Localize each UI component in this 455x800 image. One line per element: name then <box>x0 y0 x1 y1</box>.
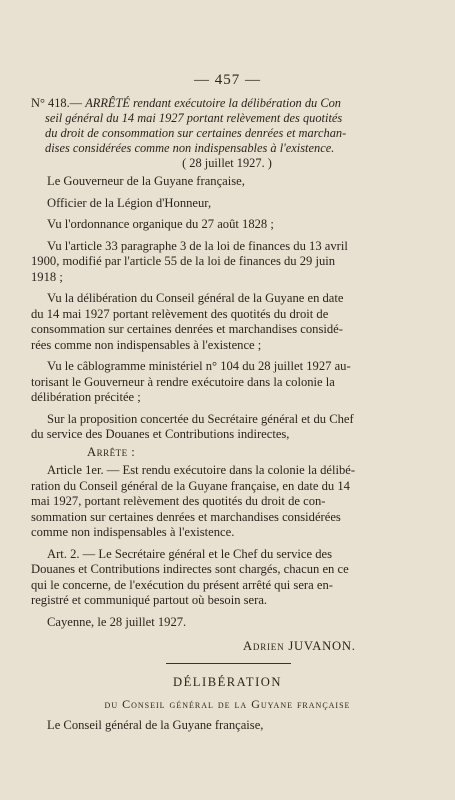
deliberation-first-line: Le Conseil général de la Guyane française, <box>47 718 264 732</box>
vu-cablogramme: Vu le câblogramme ministériel n° 104 du 28 juillet 1927 au- torisant le Gouverneur à rendre exécutoire dans la colonie la délibération précitée ; <box>31 359 351 404</box>
article-2: Art. 2. — Le Secrétaire général et le Chef du service des Douanes et Contributions indirectes sont chargés, chacun en ce qui le concerne, de l'exécution du présent arrêté qui sera en- registré et communiqué partout où besoin sera. <box>31 546 349 607</box>
article-1: Article 1er. — Est rendu exécutoire dans la colonie la délibé- ration du Conseil général de la Guyane française, en date du 14 mai 1927, portant relèvement des quotités du droit de con- sommation sur certaines denrées et marchandises considérées comme non indispensables à l'existence. <box>31 463 356 539</box>
vu-deliberation: Vu la délibération du Conseil général de la Guyane en date du 14 mai 1927 portant relèvement des quotités du droit de consommation sur certaines denrées et marchandises considé- rées comme non indispensables à l'existence ; <box>31 291 344 352</box>
decree-body <box>31 174 423 636</box>
vu-ordonnance: Vu l'ordonnance organique du 27 août 1828 ; <box>47 217 274 231</box>
deliberation-title: DÉLIBÉRATION <box>173 675 282 689</box>
proposition: Sur la proposition concertée du Secrétaire général et du Chef du service des Douanes et Contributions indirectes, <box>31 411 354 441</box>
governor-line: Le Gouverneur de la Guyane française, <box>47 174 245 188</box>
decree-number: N° 418.— <box>31 96 83 110</box>
decree-date: ( 28 juillet 1927. ) <box>182 156 272 170</box>
page-number: — 457 — <box>194 72 261 88</box>
place-date: Cayenne, le 28 juillet 1927. <box>47 614 187 629</box>
title-line-4: dises considérées comme non indispensables à l'existence. <box>45 141 335 155</box>
vu-article-33: Vu l'article 33 paragraphe 3 de la loi de finances du 13 avril 1900, modifié par l'article 55 de la loi de finances du 29 juin 1918 ; <box>31 238 348 284</box>
decree-title-text: ARRÊTÉ rendant exécutoire la délibération du Con <box>85 96 341 110</box>
decree-title <box>31 96 423 171</box>
arrete-heading: Arrête : <box>87 444 136 459</box>
officer-line: Officier de la Légion d'Honneur, <box>47 195 212 210</box>
title-line-3: du droit de consommation sur certaines denrées et marchan- <box>45 126 347 140</box>
signature: Adrien JUVANON. <box>243 639 356 653</box>
deliberation-subtitle: du Conseil général de la Guyane française <box>104 697 351 711</box>
title-line-2: seil général du 14 mai 1927 portant relèvement des quotités <box>45 111 343 125</box>
section-divider <box>166 663 291 664</box>
title-line-1 <box>31 96 423 111</box>
